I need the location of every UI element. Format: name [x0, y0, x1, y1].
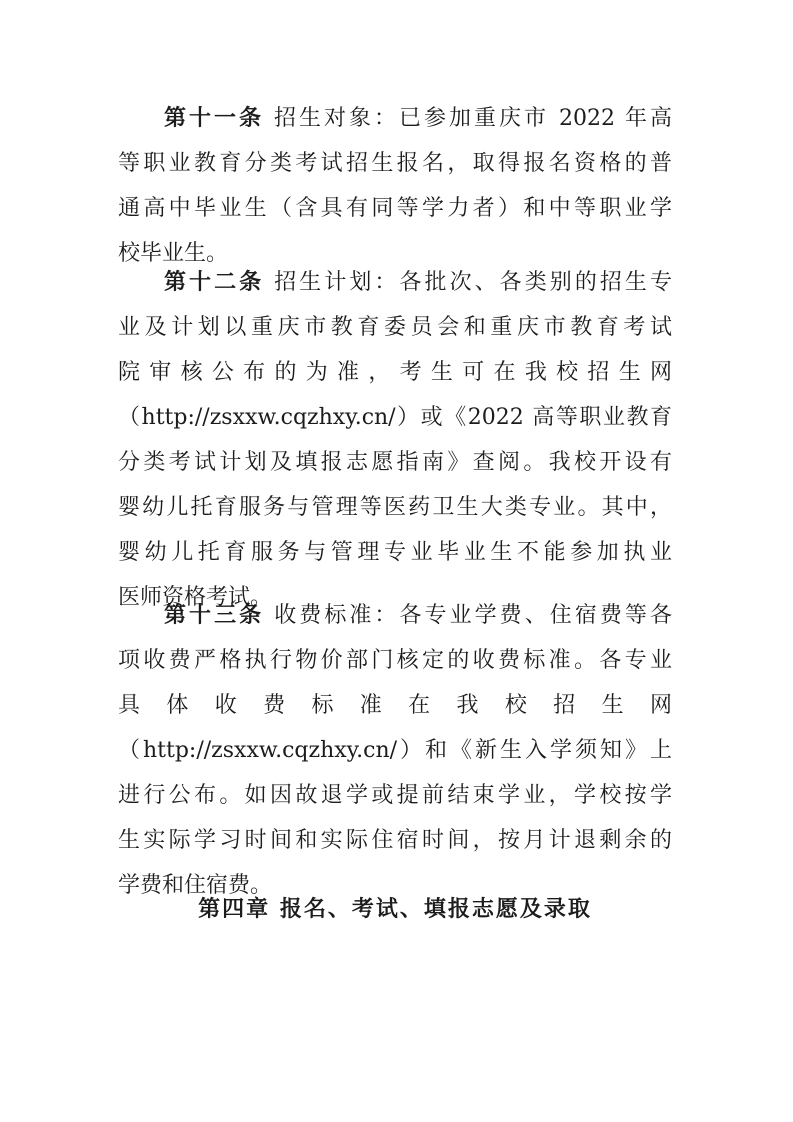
article-line: 校毕业生。 — [118, 241, 229, 266]
article-11 — [118, 96, 672, 276]
article-12 — [118, 260, 672, 620]
article-line: 具体收费标准在我校招生网 — [118, 693, 672, 718]
article-line: 等职业教育分类考试招生报名，取得报名资格的普 — [118, 151, 672, 176]
article-line: 婴幼儿托育服务与管理等医药卫生大类专业。其中， — [118, 495, 672, 520]
article-line: 业及计划以重庆市教育委员会和重庆市教育考试 — [118, 315, 672, 340]
chapter-heading: 第四章 报名、考试、填报志愿及录取 — [198, 897, 592, 922]
article-line: 项收费严格执行物价部门核定的收费标准。各专业 — [118, 648, 672, 673]
article-line: 第十三条 收费标准：各专业学费、住宿费等各 — [164, 603, 672, 628]
article-line: （http://zsxxw.cqzhxy.cn/）或《2022 高等职业教育 — [118, 405, 672, 430]
article-number: 第十一条 — [164, 106, 265, 131]
article-line: 第十一条 招生对象：已参加重庆市 2022 年高 — [164, 106, 672, 131]
article-line: 通高中毕业生（含具有同等学力者）和中等职业学 — [118, 196, 672, 221]
article-number: 第十二条 — [164, 270, 265, 295]
article-line: 第十二条 招生计划：各批次、各类别的招生专 — [164, 270, 672, 295]
article-line: 医师资格考试。 — [118, 585, 273, 610]
article-line: 院审核公布的为准，考生可在我校招生网 — [118, 360, 672, 385]
article-line: 学费和住宿费。 — [118, 873, 273, 898]
article-number: 第十三条 — [164, 603, 265, 628]
article-line: （http://zsxxw.cqzhxy.cn/）和《新生入学须知》上 — [118, 738, 672, 763]
article-line: 分类考试计划及填报志愿指南》查阅。我校开设有 — [118, 450, 672, 475]
article-line: 婴幼儿托育服务与管理专业毕业生不能参加执业 — [118, 540, 672, 565]
article-13 — [118, 593, 672, 908]
article-line: 进行公布。如因故退学或提前结束学业，学校按学 — [118, 783, 672, 808]
article-line: 生实际学习时间和实际住宿时间，按月计退剩余的 — [118, 828, 672, 853]
